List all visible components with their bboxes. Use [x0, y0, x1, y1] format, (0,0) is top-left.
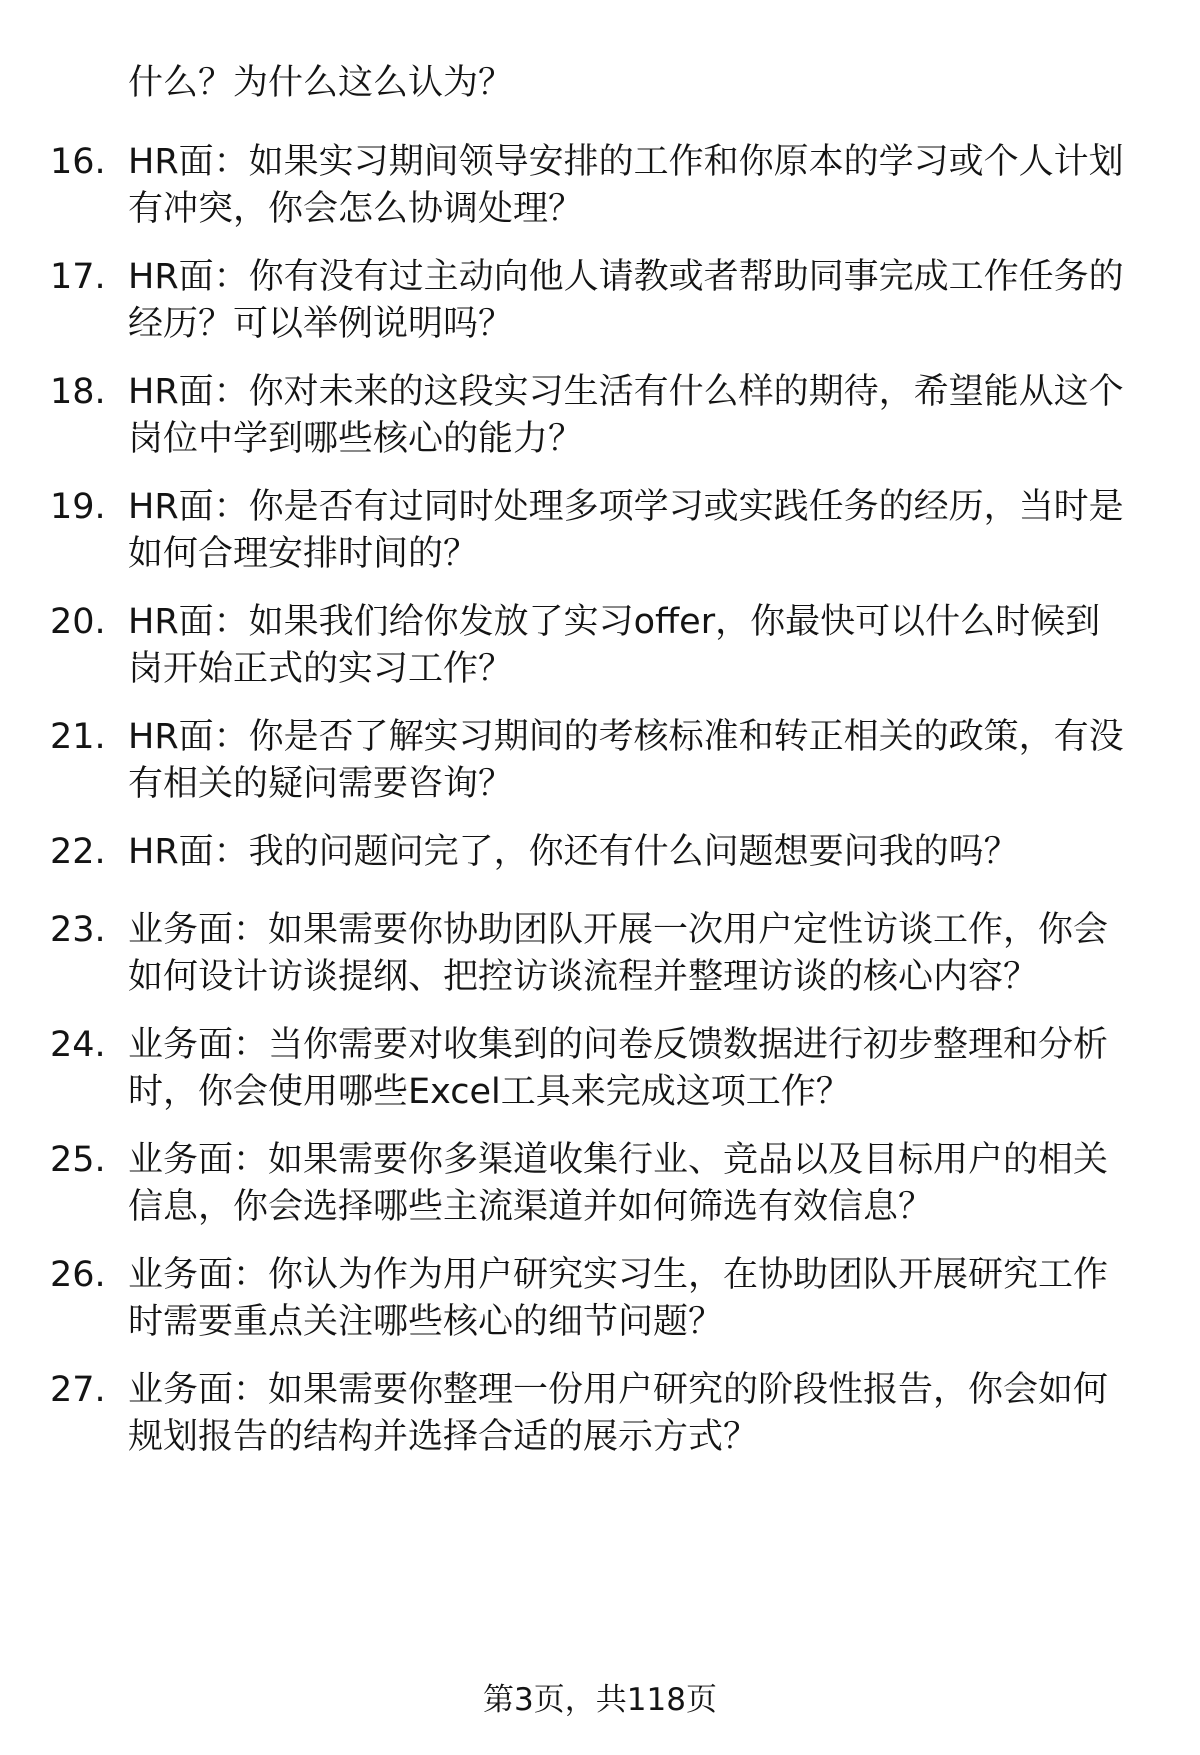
question-text-line-2: 时需要重点关注哪些核心的细节问题？	[128, 1302, 724, 1342]
question-number: 27.	[50, 1370, 106, 1410]
question-text-line-2: 规划报告的结构并选择合适的展示方式？	[128, 1417, 759, 1457]
question-text-line-2: 如何设计访谈提纲、把控访谈流程并整理访谈的核心内容？	[128, 957, 1039, 997]
question-item	[0, 1365, 1200, 1475]
question-number: 25.	[50, 1140, 106, 1180]
question-text-line-2: 岗位中学到哪些核心的能力？	[128, 419, 584, 459]
question-number: 21.	[50, 717, 106, 757]
question-text-line-2: 岗开始正式的实习工作？	[128, 649, 514, 689]
question-number: 26.	[50, 1255, 106, 1295]
question-item	[0, 1135, 1200, 1245]
question-number: 24.	[50, 1025, 106, 1065]
question-number: 17.	[50, 257, 106, 297]
question-text-line-2: 如何合理安排时间的？	[128, 534, 479, 574]
question-text-line-1: HR面：我的问题问完了，你还有什么问题想要问我的吗？	[128, 832, 1019, 872]
question-number: 23.	[50, 910, 106, 950]
question-text-line-2: 有冲突，你会怎么协调处理？	[128, 189, 584, 229]
question-number: 16.	[50, 142, 106, 182]
question-text-line-1: 业务面：如果需要你多渠道收集行业、竞品以及目标用户的相关	[128, 1140, 1109, 1180]
question-text-line-2: 时，你会使用哪些Excel工具来完成这项工作？	[128, 1072, 851, 1112]
question-item	[0, 482, 1200, 592]
question-text-line-2: 信息，你会选择哪些主流渠道并如何筛选有效信息？	[128, 1187, 934, 1227]
question-text-line-1: HR面：如果我们给你发放了实习offer，你最快可以什么时候到	[128, 602, 1101, 642]
question-number: 22.	[50, 832, 106, 872]
question-item	[0, 1020, 1200, 1130]
question-text-line-1: 业务面：你认为作为用户研究实习生，在协助团队开展研究工作	[128, 1255, 1109, 1295]
question-text-line-1: HR面：你对未来的这段实习生活有什么样的期待，希望能从这个	[128, 372, 1124, 412]
question-text-line-2: 经历？可以举例说明吗？	[128, 304, 514, 344]
question-text-line-1: 业务面：如果需要你整理一份用户研究的阶段性报告，你会如何	[128, 1370, 1109, 1410]
question-number: 20.	[50, 602, 106, 642]
question-number: 19.	[50, 487, 106, 527]
question-item	[0, 712, 1200, 822]
question-text-line-1: HR面：你是否了解实习期间的考核标准和转正相关的政策，有没	[128, 717, 1124, 757]
question-text-line-2: 有相关的疑问需要咨询？	[128, 764, 514, 804]
question-text-line-1: 业务面：当你需要对收集到的问卷反馈数据进行初步整理和分析	[128, 1025, 1109, 1065]
question-text-line-1: HR面：你是否有过同时处理多项学习或实践任务的经历，当时是	[128, 487, 1124, 527]
question-item	[0, 1250, 1200, 1360]
continued-question-text: 什么？为什么这么认为？	[128, 63, 514, 103]
page-number: 第3页，共118页	[483, 1682, 717, 1718]
question-item	[0, 367, 1200, 477]
question-item	[0, 905, 1200, 1015]
question-item	[0, 252, 1200, 362]
question-item	[0, 597, 1200, 707]
question-text-line-1: HR面：你有没有过主动向他人请教或者帮助同事完成工作任务的	[128, 257, 1124, 297]
question-number: 18.	[50, 372, 106, 412]
question-item	[0, 137, 1200, 247]
question-text-line-1: HR面：如果实习期间领导安排的工作和你原本的学习或个人计划	[128, 142, 1124, 182]
question-text-line-1: 业务面：如果需要你协助团队开展一次用户定性访谈工作，你会	[128, 910, 1109, 950]
